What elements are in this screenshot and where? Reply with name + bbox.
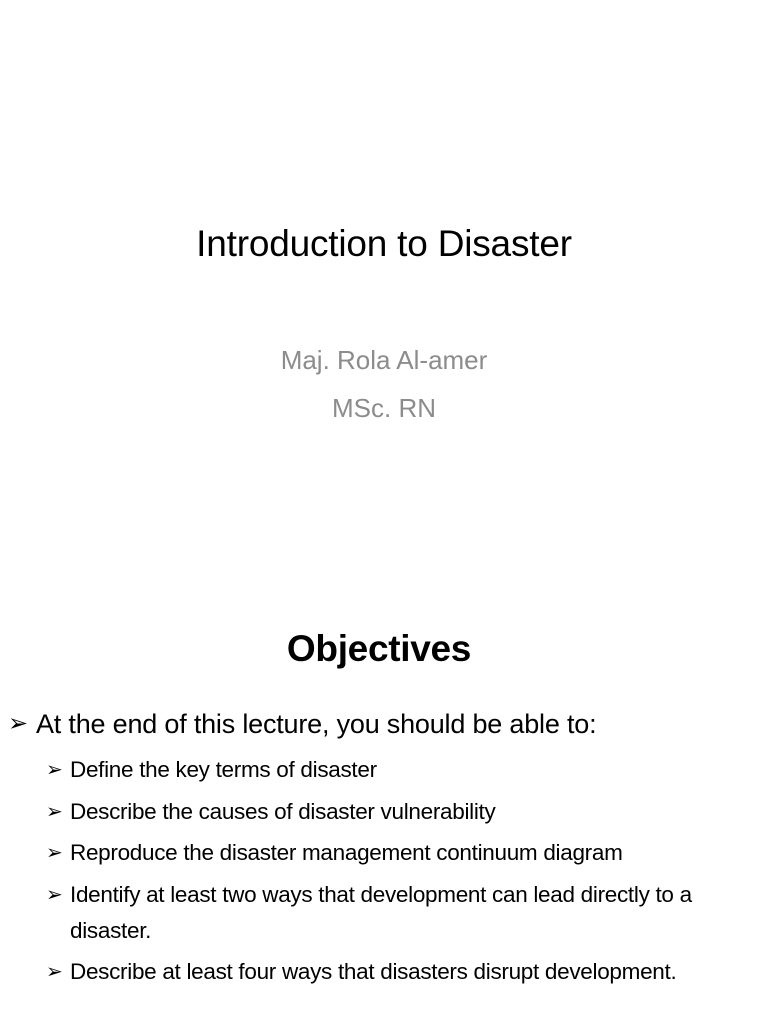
arrow-bullet-icon: ➢ [46, 759, 63, 781]
arrow-bullet-icon: ➢ [46, 800, 63, 823]
subtitle-credentials: MSc. RN [332, 393, 436, 423]
objectives-list [46, 752, 766, 996]
arrow-bullet-icon: ➢ [46, 961, 63, 983]
list-item [46, 794, 766, 830]
slide-subtitle [0, 336, 768, 432]
arrow-bullet-icon: ➢ [46, 842, 63, 864]
lead-bullet [8, 706, 596, 742]
objectives-slide [0, 576, 768, 1024]
subtitle-author: Maj. Rola Al-amer [280, 345, 488, 375]
lead-text: At the end of this lecture, you should be able to: [36, 709, 597, 739]
arrow-bullet-icon: ➢ [8, 710, 28, 737]
list-item-text: Describe the causes of disaster vulnerability [70, 798, 496, 824]
list-item [46, 954, 766, 990]
list-item-text: Define the key terms of disaster [70, 757, 377, 782]
list-item [46, 835, 766, 871]
objectives-title: Objectives [286, 628, 472, 669]
slide-title: Introduction to Disaster [196, 223, 572, 264]
list-item [46, 877, 766, 949]
arrow-bullet-icon: ➢ [46, 883, 63, 906]
list-item [46, 752, 766, 788]
list-item-text: Identify at least two ways that development can lead directly to a disaster. [70, 881, 692, 943]
list-item-text: Reproduce the disaster management continuum diagram [70, 840, 623, 865]
list-item-text: Describe at least four ways that disasters disrupt development. [70, 959, 677, 984]
